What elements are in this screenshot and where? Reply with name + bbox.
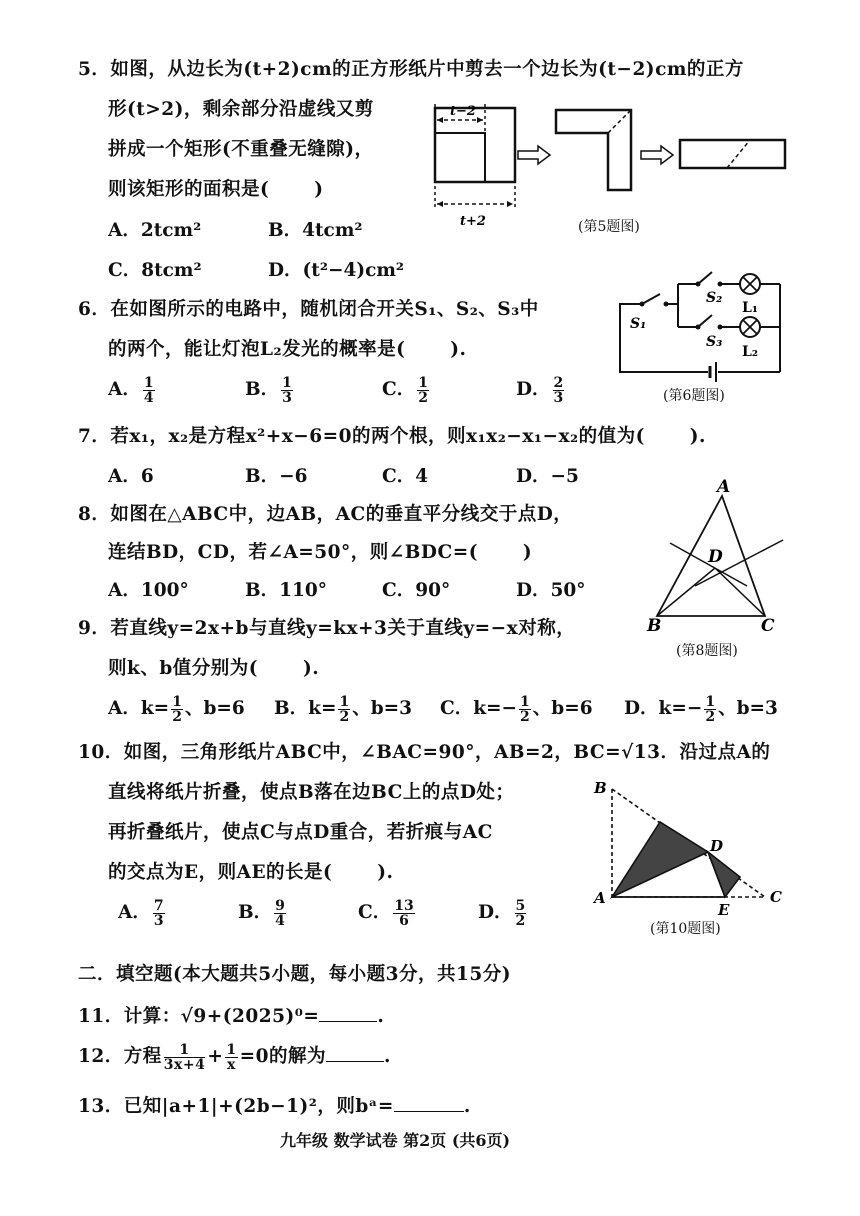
section2-heading: 二．填空题(本大题共5小题，每小题3分，共15分) <box>78 964 511 985</box>
q5-option-b[interactable]: B．4tcm² <box>268 220 363 241</box>
q10-line4: 的交点为E，则AE的长是( ). <box>108 862 394 883</box>
q9-option-c[interactable]: C．k=− $\frac{1}{2}$ 、b=6 <box>440 693 593 725</box>
q8-a-label: A <box>717 478 731 497</box>
q8-d-label: D <box>708 547 723 567</box>
q6-l2-label: L₂ <box>742 344 758 360</box>
q5-option-c[interactable]: C．8tcm² <box>108 260 202 281</box>
q12: 12．方程 $\frac{1}{3x+4}$ + $\frac{1}{x}$ =0的解为 . <box>78 1041 391 1073</box>
q5-line2: 形(t>2)，剩余部分沿虚线又剪 <box>108 99 374 120</box>
q5-option-a[interactable]: A．2tcm² <box>108 220 202 241</box>
q10-option-c[interactable]: C． $\frac{13}{6}$ <box>358 897 414 929</box>
q8-line2: 连结BD，CD，若∠A=50°，则∠BDC=( ) <box>108 542 533 563</box>
q10-d-label: D <box>710 837 724 855</box>
q7-option-a[interactable]: A．6 <box>108 466 154 487</box>
q6-l1-label: L₁ <box>742 300 758 316</box>
q9-line1: 9．若直线y=2x+b与直线y=kx+3关于直线y=−x对称， <box>78 618 576 639</box>
q6-line2: 的两个，能让灯泡L₂发光的概率是( ). <box>108 339 467 360</box>
q7-line1: 7．若x₁，x₂是方程x²+x−6=0的两个根，则x₁x₂−x₁−x₂的值为( ). <box>78 426 706 447</box>
q10-line1: 10．如图，三角形纸片ABC中，∠BAC=90°，AB=2，BC=√13．沿过点A的 <box>78 742 771 763</box>
q5-line3: 拼成一个矩形(不重叠无缝隙)， <box>108 139 374 160</box>
q6-caption: (第6题图) <box>663 388 725 404</box>
q6-s1-label: S₁ <box>630 316 647 332</box>
q6-option-b[interactable]: B． $\frac{1}{3}$ <box>245 374 292 406</box>
q10-e-label: E <box>718 901 730 919</box>
q6-s2-label: S₂ <box>706 290 723 306</box>
q8-caption: (第8题图) <box>676 643 738 659</box>
q10-option-b[interactable]: B． $\frac{9}{4}$ <box>238 897 285 929</box>
q9-option-d[interactable]: D．k=− $\frac{1}{2}$ 、b=3 <box>624 693 778 725</box>
q5-line1: 5．如图，从边长为(t+2)cm的正方形纸片中剪去一个边长为(t−2)cm的正方 <box>78 59 744 80</box>
q8-option-d[interactable]: D．50° <box>516 580 586 601</box>
q9-option-a[interactable]: A．k= $\frac{1}{2}$ 、b=6 <box>108 693 245 725</box>
q10-line3: 再折叠纸片，使点C与点D重合，若折痕与AC <box>108 822 493 843</box>
q8-triangle-figure <box>635 478 795 638</box>
q12-answer-blank[interactable] <box>326 1045 384 1062</box>
q8-b-label: B <box>647 616 662 636</box>
q5-line4: 则该矩形的面积是( ) <box>108 179 324 200</box>
q8-option-a[interactable]: A．100° <box>108 580 189 601</box>
q6-option-d[interactable]: D． $\frac{2}{3}$ <box>516 374 564 406</box>
page-footer: 九年级 数学试卷 第2页 (共6页) <box>280 1131 511 1150</box>
q8-option-b[interactable]: B．110° <box>245 580 328 601</box>
q10-line2: 直线将纸片折叠，使点B落在边BC上的点D处； <box>108 782 515 803</box>
q6-line1: 6．在如图所示的电路中，随机闭合开关S₁、S₂、S₃中 <box>78 299 539 320</box>
q6-circuit-figure <box>610 262 800 382</box>
q10-a-label: A <box>594 889 606 907</box>
q8-option-c[interactable]: C．90° <box>382 580 451 601</box>
q11-answer-blank[interactable] <box>319 1005 377 1022</box>
q8-c-label: C <box>761 616 775 636</box>
q10-option-d[interactable]: D． $\frac{5}{2}$ <box>478 897 526 929</box>
q7-option-c[interactable]: C．4 <box>382 466 429 487</box>
q6-s3-label: S₃ <box>706 334 723 350</box>
q11: 11．计算：√9+(2025)⁰= . <box>78 1006 385 1027</box>
q8-line1: 8．如图在△ABC中，边AB，AC的垂直平分线交于点D， <box>78 504 573 525</box>
q10-c-label: C <box>770 888 782 906</box>
q9-line2: 则k、b值分别为( ). <box>108 658 320 679</box>
q6-option-c[interactable]: C． $\frac{1}{2}$ <box>382 374 428 406</box>
q10-fold-figure <box>590 775 790 920</box>
q13-answer-blank[interactable] <box>394 1095 464 1112</box>
q10-b-label: B <box>594 779 607 797</box>
q5-option-d[interactable]: D．(t²−4)cm² <box>268 260 405 281</box>
q7-option-b[interactable]: B．−6 <box>245 466 308 487</box>
q13: 13．已知|a+1|+(2b−1)²，则bᵃ= . <box>78 1096 471 1117</box>
q10-option-a[interactable]: A． $\frac{7}{3}$ <box>118 897 164 929</box>
q10-caption: (第10题图) <box>650 921 721 937</box>
q5-fig-top-label: t−2 <box>450 104 476 119</box>
q7-option-d[interactable]: D．−5 <box>516 466 579 487</box>
q5-caption: (第5题图) <box>578 219 640 235</box>
q9-option-b[interactable]: B．k= $\frac{1}{2}$ 、b=3 <box>274 693 413 725</box>
q5-fig-bottom-label: t+2 <box>460 214 486 229</box>
q6-option-a[interactable]: A． $\frac{1}{4}$ <box>108 374 154 406</box>
